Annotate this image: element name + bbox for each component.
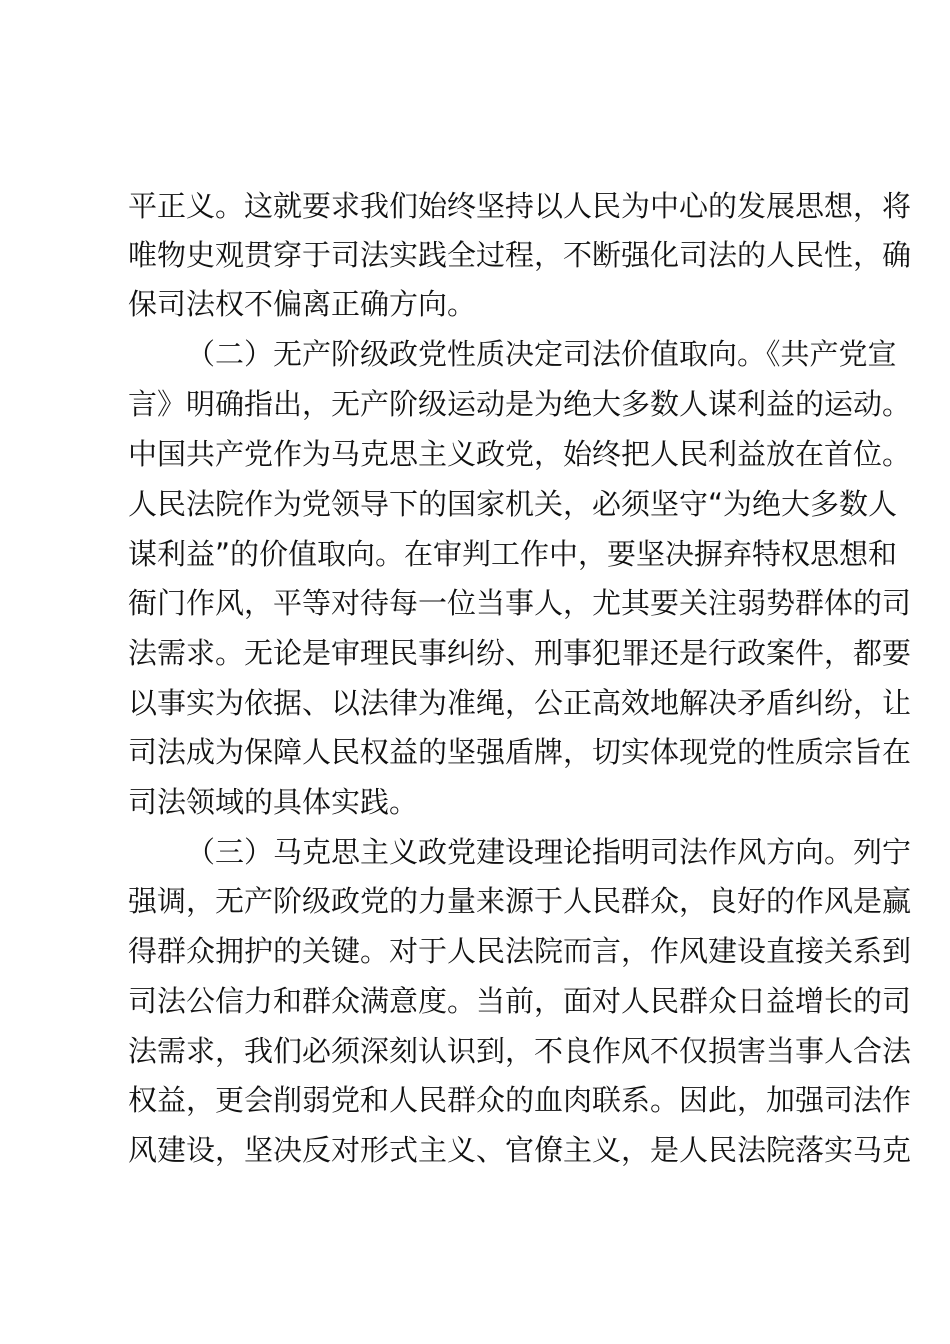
text-line: 强调，无产阶级政党的力量来源于人民群众，良好的作风是赢 (128, 884, 912, 918)
text-line: 中国共产党作为马克思主义政党，始终把人民利益放在首位。 (128, 437, 912, 471)
text-line: 法需求。无论是审理民事纠纷、刑事犯罪还是行政案件，都要 (128, 636, 912, 670)
text-line: 言》明确指出，无产阶级运动是为绝大多数人谋利益的运动。 (128, 387, 912, 421)
text-line: 以事实为依据、以法律为准绳，公正高效地解决矛盾纠纷，让 (128, 686, 912, 720)
text-line: 司法成为保障人民权益的坚强盾牌，切实体现党的性质宗旨在 (128, 735, 912, 769)
text-line: 衙门作风，平等对待每一位当事人，尤其要关注弱势群体的司 (128, 586, 912, 620)
text-line: 平正义。这就要求我们始终坚持以人民为中心的发展思想，将 (128, 189, 912, 223)
text-line: 保司法权不偏离正确方向。 (128, 287, 477, 321)
section-heading-line: （二）无产阶级政党性质决定司法价值取向。《共产党宣 (186, 337, 897, 371)
text-line: 司法领域的具体实践。 (128, 785, 419, 819)
text-line: 谋利益”的价值取向。在审判工作中，要坚决摒弃特权思想和 (128, 537, 898, 571)
text-line: 人民法院作为党领导下的国家机关，必须坚守“为绝大多数人 (128, 487, 898, 521)
text-line: 司法公信力和群众满意度。当前，面对人民群众日益增长的司 (128, 984, 912, 1018)
text-line: 得群众拥护的关键。对于人民法院而言，作风建设直接关系到 (128, 934, 912, 968)
section-heading-line: （三）马克思主义政党建设理论指明司法作风方向。列宁 (186, 835, 912, 869)
text-line: 权益，更会削弱党和人民群众的血肉联系。因此，加强司法作 (128, 1083, 912, 1117)
text-line: 唯物史观贯穿于司法实践全过程，不断强化司法的人民性，确 (128, 238, 912, 272)
text-line: 风建设，坚决反对形式主义、官僚主义，是人民法院落实马克 (128, 1133, 912, 1167)
text-line: 法需求，我们必须深刻认识到，不良作风不仅损害当事人合法 (128, 1034, 912, 1068)
